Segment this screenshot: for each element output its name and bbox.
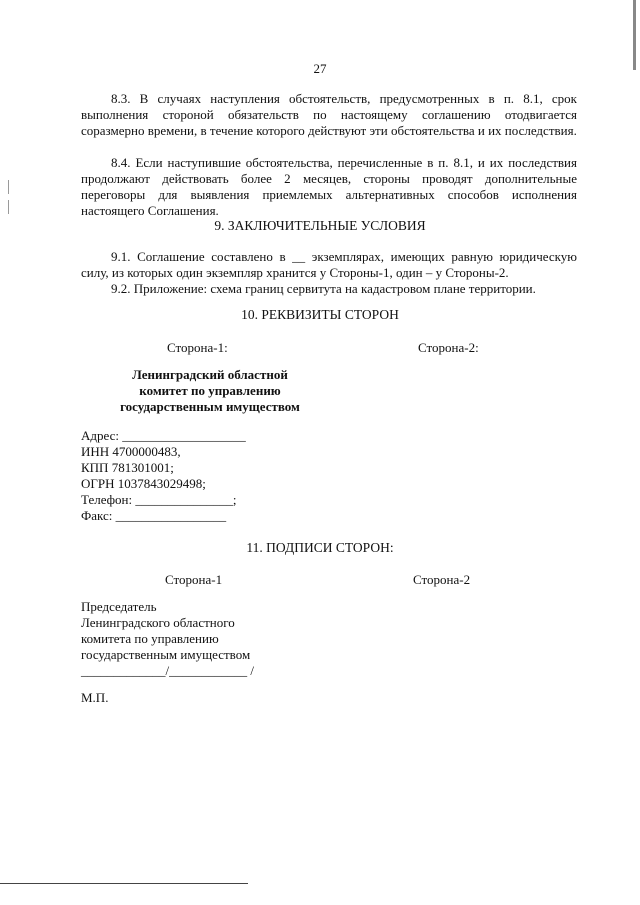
paragraph-8-4: 8.4. Если наступившие обстоятельства, перечисленные в п. 8.1, и их последствия продолжают действовать более 2 месяцев, стороны проводят дополнительные переговоры для выявления приемлемых альтернативных способов исполнения настоящего Соглашения. xyxy=(81,155,577,218)
fax-line: Факс: _________________ xyxy=(81,508,227,523)
paragraph-9-1: 9.1. Соглашение составлено в __ экземплярах, имеющих равную юридическую силу, из которых один экземпляр хранится у Стороны-1, один – у Стороны-2. xyxy=(81,249,577,280)
org-line: комитет по управлению xyxy=(139,383,281,398)
org-line: государственным имуществом xyxy=(120,399,300,414)
ogrn-line: ОГРН 1037843029498; xyxy=(81,476,206,491)
party-1-organization-name xyxy=(100,367,320,415)
party-1-requisites xyxy=(81,428,341,524)
section-9-heading: 9. ЗАКЛЮЧИТЕЛЬНЫЕ УСЛОВИЯ xyxy=(214,218,426,233)
scan-mark xyxy=(8,200,9,214)
scan-edge-mark xyxy=(633,0,636,70)
signatures-party-2-label: Сторона-2 xyxy=(413,572,471,587)
inn-line: ИНН 4700000483, xyxy=(81,444,181,459)
org-line: Ленинградский областной xyxy=(132,367,288,382)
paragraph-8-3: 8.3. В случаях наступления обстоятельств, предусмотренных в п. 8.1, срок выполнения стороной обязательств по настоящему соглашению отодвигается соразмерно времени, в течение которого действуют эти обстоятельства и их последствия. xyxy=(81,91,577,138)
signature-line: _____________/____________ / xyxy=(81,663,254,678)
scan-mark xyxy=(8,180,9,194)
signer-line: государственным имуществом xyxy=(81,647,251,662)
footnote-rule xyxy=(0,883,248,884)
signer-line: Ленинградского областного xyxy=(81,615,235,630)
requisites-party-2-label: Сторона-2: xyxy=(418,340,479,355)
section-11-heading: 11. ПОДПИСИ СТОРОН: xyxy=(246,540,394,555)
paragraph-9-2: 9.2. Приложение: схема границ сервитута на кадастровом плане территории. xyxy=(111,281,536,296)
signer-line: Председатель xyxy=(81,599,157,614)
party-1-signature-block xyxy=(81,599,341,679)
requisites-party-1-label: Сторона-1: xyxy=(167,340,228,355)
address-line: Адрес: ___________________ xyxy=(81,428,246,443)
section-10-heading: 10. РЕКВИЗИТЫ СТОРОН xyxy=(241,307,399,322)
signer-line: комитета по управлению xyxy=(81,631,219,646)
signatures-party-1-label: Сторона-1 xyxy=(165,572,223,587)
page-number: 27 xyxy=(313,61,327,76)
stamp-placeholder: М.П. xyxy=(81,690,109,705)
kpp-line: КПП 781301001; xyxy=(81,460,174,475)
phone-line: Телефон: _______________; xyxy=(81,492,237,507)
